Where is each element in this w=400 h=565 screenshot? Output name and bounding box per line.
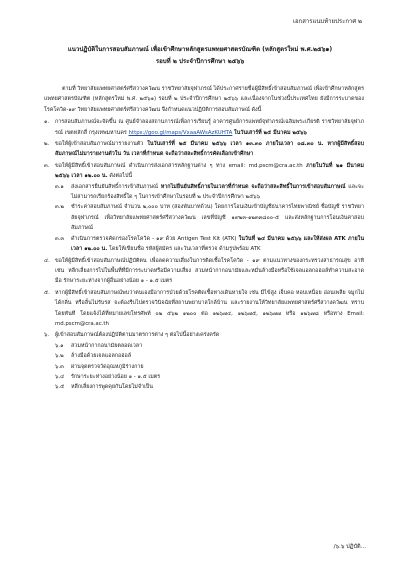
sub-item (55, 341, 364, 351)
sub-text: ผ่านจุดตรวจวัดอุณหภูมิร่างกาย (71, 363, 144, 370)
sub-number: ๖.๕ (55, 384, 65, 391)
list-item (44, 256, 364, 287)
document-title (20, 44, 380, 68)
item-warning: หากผู้มีสิทธิ์สอบสัมภาษณ์ไม่มารายงานตัวใน วัน เวลาที่กำหนด จะถือว่าสละสิทธิ์การคัดเลือกเข้าศึกษา (55, 141, 365, 158)
sub-warning: หากไม่ยืนยันสิทธิ์ภายในเวลาที่กำหนด จะถือว่าสละสิทธิ์ในการเข้าสอบสัมภาษณ์ (160, 183, 346, 190)
item-number: ๕. (44, 289, 50, 296)
item-number: ๒. (44, 141, 50, 148)
sub-list (55, 341, 364, 393)
item-deadline: ภายในวันที่ ๒๑ มีนาคม ๒๕๖๖ เวลา ๑๒.๐๐ น. (55, 162, 364, 180)
attachment-label: เอกสารแนบท้ายประกาศ ๒ (292, 18, 362, 25)
item-date: ในวันเสาร์ที่ ๒๕ มีนาคม ๒๕๖๖ (234, 129, 307, 136)
list-item (44, 288, 364, 330)
list-item (44, 161, 364, 255)
guideline-list (44, 117, 364, 393)
sub-number: ๖.๔ (55, 373, 65, 380)
sub-item (55, 182, 364, 203)
sub-list (55, 182, 364, 255)
item-text: ขอให้ผู้มีสิทธิ์เข้าสอบสัมภาษณ์ ดำเนินการส่งเอกสารหลักฐานต่าง ๆ ทาง email: md.pscm@cra.ac.th (55, 162, 303, 169)
item-number: ๔. (44, 257, 50, 264)
sub-text: ชำระค่าสอบสัมภาษณ์ จำนวน ๒,๐๐๐ บาท (สองพันบาทถ้วน) โดยการโอนเงินเข้าบัญชีธนาคารไทยพาณิชย์ ชื่อบัญชี ราชวิทยาลัยจุฬาภรณ์ เพื่อวิทยาลัยแพทยศาสตร์ศรีสวางควัฒน เลขที่บัญชี ๑๙๒๓-๑๒๓๓๘๐๐-๕ และส่งหลักฐานการโอนเงินค่าสอบสัมภาษณ์ (71, 204, 364, 232)
sub-item (55, 202, 364, 233)
sub-item (55, 372, 364, 382)
item-number: ๓. (44, 162, 50, 169)
sub-text: สวมหน้ากากอนามัยตลอดเวลา (71, 342, 143, 349)
sub-item (55, 234, 364, 255)
item-text-tail: ดังต่อไปนี้ (109, 173, 133, 180)
intro-paragraph: ตามที่ วิทยาลัยแพทยศาสตร์ศรีสวางควัฒน ราชวิทยาลัยจุฬาภรณ์ ได้ประกาศรายชื่อผู้มีสิทธิ์เข้าสอบสัมภาษณ์ เพื่อเข้าศึกษาหลักสูตรแพทยศาสตรบัณฑิต (หลักสูตรใหม่ พ.ศ. ๒๕๖๑) รอบที่ ๒ ประจำปีการศึกษา ๒๕๖๖ และเนื่องจากในช่วงนี้ประเทศไทย ยังมีการระบาดของโรคโควิด-๑๙ วิทยาลัยแพทยศาสตร์ศรีสวางควัฒน จึงกำหนดแนวปฏิบัติการสอบสัมภาษณ์ ดังนี้ (44, 86, 364, 113)
map-link[interactable]: https://goo.gl/maps/VxaaAWsAzKUHTA (128, 129, 233, 136)
item-number: ๖. (44, 332, 50, 339)
sub-text: ดำเนินการตรวจคัดกรองโรคโควิด - ๑๙ ด้วย Antigen Test Kit (ATK) (71, 235, 237, 242)
item-text: หากผู้มีสิทธิ์เข้าสอบสัมภาษณ์พบว่าตนเองมีอาการป่วยด้วยโรคติดเชื้อทางเดินหายใจ เช่น มีไข้สูง เจ็บคอ หอบเหนื่อย อ่อนเพลีย จมูกไม่ได้กลิ่น หรือลิ้นไม่รับรส จะต้องรีบไปตรวจวินิจฉัยที่สถานพยาบาลใกล้บ้าน และรายงานให้วิทยาลัยแพทยศาสตร์ศรีสวางควัฒน ทราบโดยทันที โดยแจ้งได้ที่หมายเลขโทรศัพท์ ๐๒ ๕๖๒ ๑๒๐๐ ต่อ ๑๒๖๗๔, ๑๒๖๗๕, ๑๒๖๗๗ หรือ ๑๒๖๗๘ หรือทาง Email: md.pscm@cra.ac.th (55, 289, 364, 327)
list-item (44, 139, 364, 160)
sub-text-tail: และจะไม่สามารถเรียกร้องสิทธิ์ใด ๆ ในการเข้าศึกษาในรอบที่ ๒ ประจำปีการศึกษา ๒๕๖๖ (71, 183, 364, 201)
sub-number: ๓.๓ (55, 235, 65, 242)
sub-number: ๓.๑ (55, 183, 64, 190)
item-text: ขอให้ผู้เข้าสอบสัมภาษณ์มารายงานตัว (55, 141, 144, 148)
sub-text: ส่งเอกสารยืนยันสิทธิ์การเข้าสัมภาษณ์ (71, 183, 159, 190)
item-text: ขอให้ผู้มีสิทธิ์เข้าสอบสัมภาษณ์ปฏิบัติตน เพื่อลดความเสี่ยงในการติดเชื้อโรคโควิด - ๑๙ ตามแนวทางของกระทรวงสาธารณสุข อาทิเช่น หลีกเลี่ยงการไปในพื้นที่ที่มีการระบาดหรือมีความเสี่ยง สวมหน้ากากอนามัยและหมั่นล้างมือหรือใช้เจลแอลกอฮอล์ทำความสะอาดมือ รักษาระยะห่างจากผู้อื่นอย่างน้อย ๑ - ๑.๕ เมตร (55, 257, 364, 285)
page-continuation: /๖.๖ ปฏิบัติ... (333, 544, 366, 550)
list-item (44, 117, 364, 138)
sub-deadline: ในวันที่ ๒๔ มีนาคม ๒๕๖๖ และให้ส่งผล ATK ภายในเวลา ๑๒.๐๐ น. (71, 235, 364, 253)
sub-item (55, 382, 364, 392)
sub-text: หลีกเลี่ยงการพูดคุยกันโดยไม่จำเป็น (71, 384, 153, 391)
title-line-1: แนวปฏิบัติในการสอบสัมภาษณ์ เพื่อเข้าศึกษาหลักสูตรแพทยศาสตรบัณฑิต (หลักสูตรใหม่ พ.ศ.๒๕๖๑) (67, 46, 333, 53)
document-body (44, 84, 364, 394)
title-line-2: รอบที่ ๒ ประจำปีการศึกษา ๒๕๖๖ (155, 58, 245, 65)
sub-text: ล้างมือด้วยเจลแอลกอฮอล์ (71, 353, 132, 360)
item-text: ผู้เข้าสอบสัมภาษณ์ต้องปฏิบัติตามมาตรการต่าง ๆ ต่อไปนี้อย่างเคร่งครัด (55, 332, 220, 339)
sub-number: ๖.๒ (55, 353, 64, 360)
sub-item (55, 362, 364, 372)
sub-text-tail: โดยให้เขียนชื่อ รหัสผู้สมัคร และวันเวลาที่ตรวจ ด้ามรูปพร้อม ATK (109, 246, 261, 253)
list-item (44, 330, 364, 392)
item-number: ๑. (44, 119, 50, 126)
item-text: การสอบสัมภาษณ์จะจัดขึ้น ณ ศูนย์จำลองสถานการณ์เพื่อการเรียนรู้ อาคารศูนย์การแพทย์จุฬาภรณ์เฉลิมพระเกียรติ ราชวิทยาลัยจุฬาภรณ์ เขตหลักสี่ กรุงเทพมหานคร (55, 119, 364, 136)
sub-number: ๖.๓ (55, 363, 64, 370)
sub-number: ๖.๑ (55, 342, 64, 349)
sub-number: ๓.๒ (55, 204, 64, 211)
item-time: ในวันเสาร์ที่ ๒๕ มีนาคม ๒๕๖๖ เวลา ๑๓.๓๐ ภายในเวลา ๐๘.๓๐ น. (147, 141, 324, 148)
sub-item (55, 351, 364, 361)
sub-text: รักษาระยะห่างอย่างน้อย ๑ - ๑.๕ เมตร (71, 373, 161, 380)
